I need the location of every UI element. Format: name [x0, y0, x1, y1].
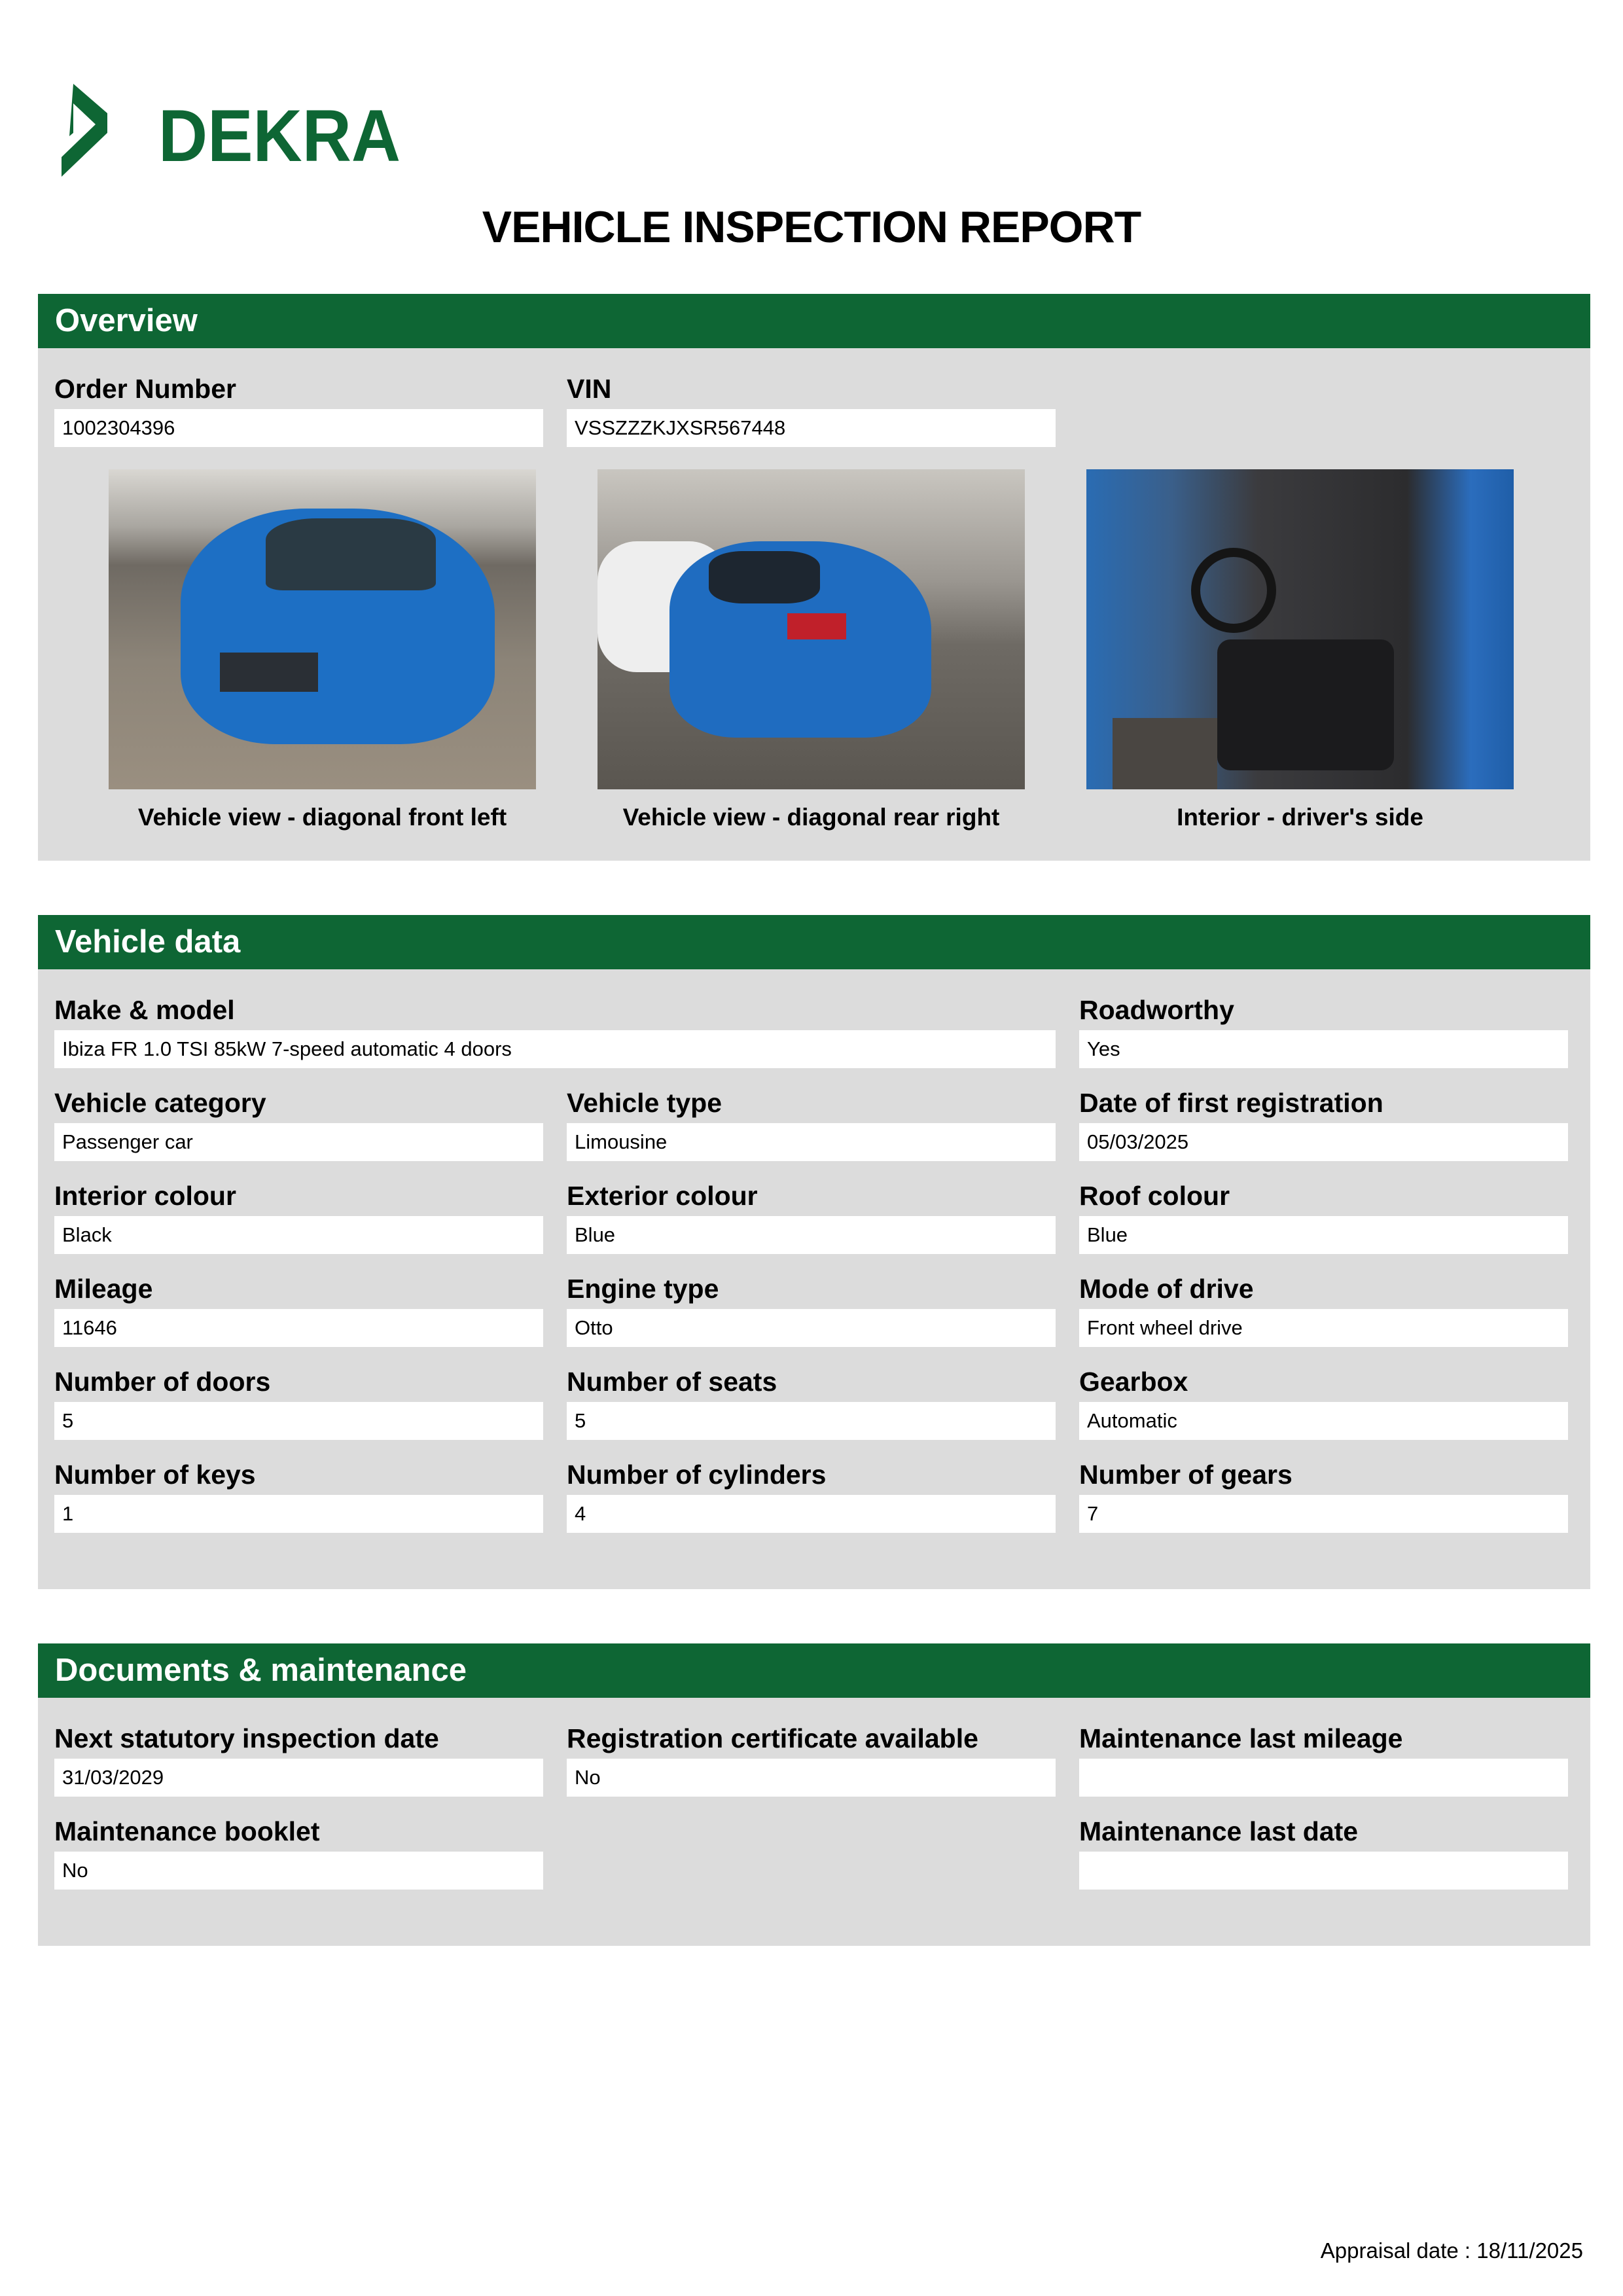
- section-heading: Vehicle data: [38, 915, 1590, 969]
- field-value: 5: [54, 1402, 543, 1440]
- engine-type-field: [567, 1268, 1056, 1347]
- field-label: Gearbox: [1079, 1367, 1188, 1397]
- gears-field: [1079, 1454, 1568, 1533]
- interior-colour-field: [54, 1175, 543, 1254]
- field-label: Maintenance booklet: [54, 1816, 320, 1846]
- field-label: Make & model: [54, 995, 235, 1025]
- documents-section: [38, 1643, 1590, 1946]
- vehicle-photo[interactable]: [1086, 469, 1514, 789]
- field-label: Roof colour: [1079, 1181, 1230, 1211]
- field-label: Number of seats: [567, 1367, 777, 1397]
- dekra-arrow-icon: [62, 84, 107, 177]
- field-value: No: [567, 1759, 1056, 1797]
- field-value: Otto: [567, 1309, 1056, 1347]
- field-value: 1002304396: [54, 409, 543, 447]
- section-heading: Overview: [38, 294, 1590, 348]
- seats-field: [567, 1361, 1056, 1440]
- overview-section: [38, 294, 1590, 861]
- field-value: Yes: [1079, 1030, 1568, 1068]
- gearbox-field: [1079, 1361, 1568, 1440]
- field-label: Roadworthy: [1079, 995, 1234, 1025]
- field-label: Exterior colour: [567, 1181, 758, 1211]
- next-inspection-field: [54, 1718, 543, 1797]
- photo-caption: Vehicle view - diagonal front left: [137, 804, 507, 831]
- maintenance-last-mileage-field: [1079, 1718, 1568, 1797]
- empty-cell: [567, 1811, 1056, 1890]
- photo-front-left: [109, 469, 536, 831]
- section-heading: Documents & maintenance: [38, 1643, 1590, 1698]
- field-label: Number of gears: [1079, 1460, 1293, 1490]
- field-label: Maintenance last mileage: [1079, 1723, 1403, 1753]
- vin-field: [567, 368, 1056, 447]
- make-model-field: [54, 990, 1056, 1068]
- field-value: Front wheel drive: [1079, 1309, 1568, 1347]
- field-label: Order Number: [54, 374, 236, 404]
- mode-of-drive-field: [1079, 1268, 1568, 1347]
- first-registration-field: [1079, 1083, 1568, 1161]
- vehicle-data-section: [38, 915, 1590, 1589]
- field-value: Passenger car: [54, 1123, 543, 1161]
- field-value: [1079, 1759, 1568, 1797]
- field-value: 31/03/2029: [54, 1759, 543, 1797]
- field-label: Mileage: [54, 1274, 153, 1304]
- field-value: 7: [1079, 1495, 1568, 1533]
- cylinders-field: [567, 1454, 1056, 1533]
- field-value: Ibiza FR 1.0 TSI 85kW 7-speed automatic 4 doors: [54, 1030, 1056, 1068]
- vehicle-photo[interactable]: [597, 469, 1025, 789]
- field-value: 11646: [54, 1309, 543, 1347]
- field-value: Blue: [567, 1216, 1056, 1254]
- field-value: Limousine: [567, 1123, 1056, 1161]
- field-label: Vehicle category: [54, 1088, 266, 1118]
- maintenance-last-date-field: [1079, 1811, 1568, 1890]
- field-label: Mode of drive: [1079, 1274, 1254, 1304]
- svg-text:DEKRA: DEKRA: [158, 95, 401, 177]
- mileage-field: [54, 1268, 543, 1347]
- field-label: Engine type: [567, 1274, 719, 1304]
- field-label: Maintenance last date: [1079, 1816, 1359, 1846]
- field-value: 1: [54, 1495, 543, 1533]
- order-number-field: [54, 368, 543, 447]
- field-label: Date of first registration: [1079, 1088, 1383, 1118]
- field-value: 4: [567, 1495, 1056, 1533]
- appraisal-date: Appraisal date : 18/11/2025: [1320, 2238, 1583, 2263]
- field-value: Black: [54, 1216, 543, 1254]
- registration-certificate-field: [567, 1718, 1056, 1797]
- field-value: Automatic: [1079, 1402, 1568, 1440]
- field-label: Number of doors: [54, 1367, 271, 1397]
- field-label: Vehicle type: [567, 1088, 722, 1118]
- field-value: 05/03/2025: [1079, 1123, 1568, 1161]
- vehicle-category-field: [54, 1083, 543, 1161]
- photo-interior: [1086, 469, 1514, 831]
- field-value: 5: [567, 1402, 1056, 1440]
- vehicle-type-field: [567, 1083, 1056, 1161]
- field-value: Blue: [1079, 1216, 1568, 1254]
- keys-field: [54, 1454, 543, 1533]
- field-label: Next statutory inspection date: [54, 1723, 439, 1753]
- dekra-logo: [62, 84, 402, 177]
- field-label: Interior colour: [54, 1181, 236, 1211]
- roadworthy-field: [1079, 990, 1568, 1068]
- field-label: Number of cylinders: [567, 1460, 827, 1490]
- photo-caption: Interior - driver's side: [1177, 804, 1423, 831]
- field-label: VIN: [567, 374, 612, 404]
- exterior-colour-field: [567, 1175, 1056, 1254]
- photo-caption: Vehicle view - diagonal rear right: [622, 804, 1000, 831]
- doors-field: [54, 1361, 543, 1440]
- field-value: VSSZZZKJXSR567448: [567, 409, 1056, 447]
- maintenance-booklet-field: [54, 1811, 543, 1890]
- page-title: VEHICLE INSPECTION REPORT: [482, 202, 1141, 252]
- photo-rear-right: [597, 469, 1025, 831]
- field-value: No: [54, 1852, 543, 1890]
- roof-colour-field: [1079, 1175, 1568, 1254]
- field-label: Registration certificate available: [567, 1723, 978, 1753]
- field-value: [1079, 1852, 1568, 1890]
- vehicle-photo[interactable]: [109, 469, 536, 789]
- field-label: Number of keys: [54, 1460, 256, 1490]
